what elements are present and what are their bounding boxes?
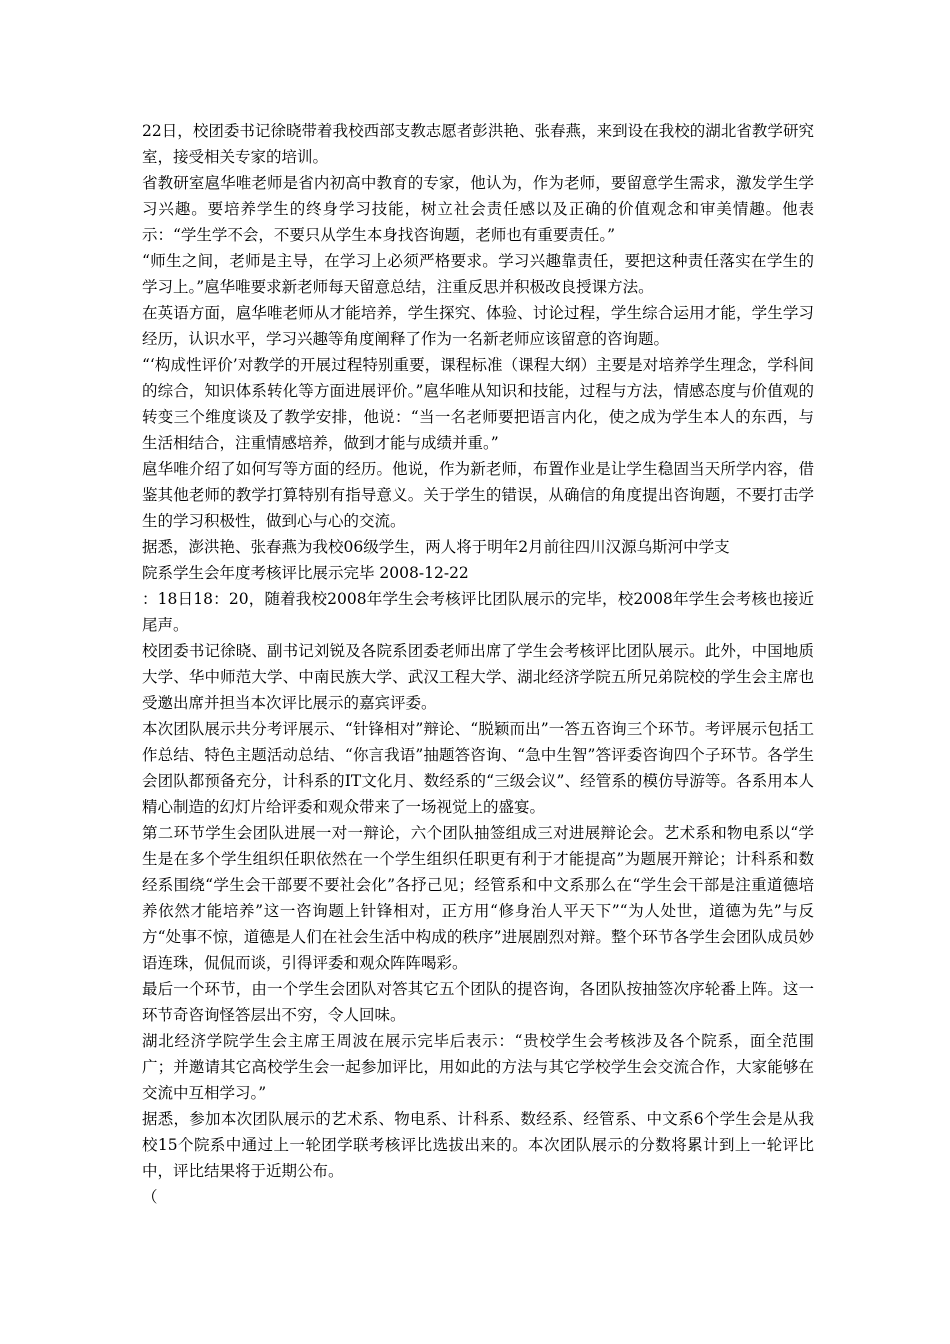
paragraph-11: 本次团队展示共分考评展示、“针锋相对”辩论、“脱颖而出”一答五咨询三个环节。考评展示包括工作总结、特色主题活动总结、“你言我语”抽题答咨询、“急中生智”答评委咨询四个子环节。各学生会团队都预备充分，计科系的IT文化月、数经系的“三级会议”、经管系的模仿导游等。各系用本人精心制造的幻灯片给评委和观众带来了一场视觉上的盛宴。 [142,720,814,816]
paragraph-1: 22日，校团委书记徐晓带着我校西部支教志愿者彭洪艳、张春燕，来到设在我校的湖北省教学研究室，接受相关专家的培训。 [142,122,814,166]
paragraph-9: ：18日18：20，随着我校2008年学生会考核评比团队展示的完毕，校2008年学生会考核也接近尾声。 [142,590,814,634]
paragraph-13: 最后一个环节，由一个学生会团队对答其它五个团队的提咨询，各团队按抽签次序轮番上阵。这一环节奇咨询怪答层出不穷，令人回味。 [142,980,814,1024]
paragraph-2: 省教研室扈华唯老师是省内初高中教育的专家，他认为，作为老师，要留意学生需求，激发学生学习兴趣。要培养学生的终身学习技能，树立社会责任感以及正确的价值观念和审美情趣。他表示：“学生学不会，不要只从学生本身找咨询题，老师也有重要责任。” [142,174,814,244]
paragraph-6: 扈华唯介绍了如何写等方面的经历。他说，作为新老师，布置作业是让学生稳固当天所学内容，借鉴其他老师的教学打算特别有指导意义。关于学生的错误，从确信的角度提出咨询题，不要打击学生的学习积极性，做到心与心的交流。 [142,460,814,530]
paragraph-16: （ [142,1188,158,1206]
paragraph-15: 据悉，参加本次团队展示的艺术系、物电系、计科系、数经系、经管系、中文系6个学生会是从我校15个院系中通过上一轮团学联考核评比选拔出来的。本次团队展示的分数将累计到上一轮评比中，评比结果将于近期公布。 [142,1110,814,1180]
paragraph-12: 第二环节学生会团队进展一对一辩论，六个团队抽签组成三对进展辩论会。艺术系和物电系以“学生是在多个学生组织任职依然在一个学生组织任职更有利于才能提高”为题展开辩论；计科系和数经系围绕“学生会干部要不要社会化”各抒己见；经管系和中文系那么在“学生会干部是注重道德培养依然才能培养”这一咨询题上针锋相对，正方用“修身治人平天下”“为人处世，道德为先”与反方“处事不惊，道德是人们在社会生活中构成的秩序”进展剧烈对辩。整个环节各学生会团队成员妙语连珠，侃侃而谈，引得评委和观众阵阵喝彩。 [142,824,814,972]
paragraph-7: 据悉，澎洪艳、张春燕为我校06级学生，两人将于明年2月前往四川汉源乌斯河中学支 [142,538,730,556]
article-title-line: 院系学生会年度考核评比展示完毕 2008-12-22 [142,564,469,582]
paragraph-3: “师生之间，老师是主导，在学习上必须严格要求。学习兴趣靠责任，要把这种责任落实在学生的学习上。”扈华唯要求新老师每天留意总结，注重反思并积极改良授课方法。 [142,252,814,296]
paragraph-4: 在英语方面，扈华唯老师从才能培养，学生探究、体验、讨论过程，学生综合运用才能，学生学习经历，认识水平，学习兴趣等角度阐释了作为一名新老师应该留意的咨询题。 [142,304,814,348]
paragraph-14: 湖北经济学院学生会主席王周波在展示完毕后表示：“贵校学生会考核涉及各个院系，面全范围广；并邀请其它高校学生会一起参加评比，用如此的方法与其它学校学生会交流合作，大家能够在交流中互相学习。” [142,1032,814,1102]
paragraph-10: 校团委书记徐晓、副书记刘锐及各院系团委老师出席了学生会考核评比团队展示。此外，中国地质大学、华中师范大学、中南民族大学、武汉工程大学、湖北经济学院五所兄弟院校的学生会主席也受邀出席并担当本次评比展示的嘉宾评委。 [142,642,814,712]
document-body [142,118,814,1210]
paragraph-5: “‘构成性评价’对教学的开展过程特别重要，课程标准（课程大纲）主要是对培养学生理念，学科间的综合，知识体系转化等方面进展评价。”扈华唯从知识和技能，过程与方法，情感态度与价值观的转变三个维度谈及了教学安排，他说：“当一名老师要把语言内化，使之成为学生本人的东西，与生活相结合，注重情感培养，做到才能与成绩并重。” [142,356,815,452]
